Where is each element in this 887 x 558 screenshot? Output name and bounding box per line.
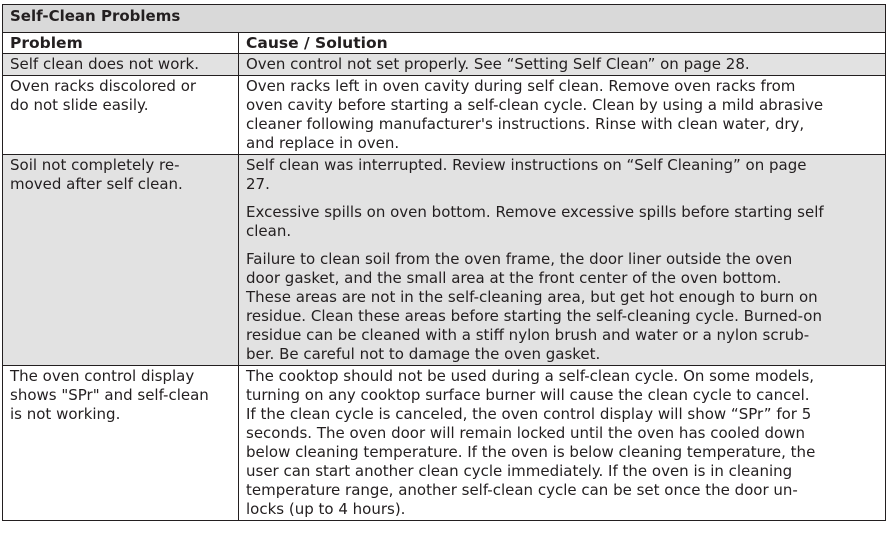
cause-solution-text-line: oven cavity before starting a self-clean cycle. Clean by using a mild abrasive xyxy=(246,96,824,114)
problem-column-header: Problem xyxy=(3,33,239,54)
cause-solution-cell xyxy=(239,366,886,521)
cause-solution-text-line: seconds. The oven door will remain locked until the oven has cooled down xyxy=(246,424,805,442)
cause-solution-text-line: 27. xyxy=(246,175,270,193)
table-row xyxy=(3,76,886,155)
cause-solution-cell xyxy=(239,54,886,76)
problem-text-line: The oven control display xyxy=(10,367,195,385)
cause-solution-text-line: Oven control not set properly. See “Setting Self Clean” on page 28. xyxy=(246,55,750,73)
cause-solution-text-line: The cooktop should not be used during a self-clean cycle. On some models, xyxy=(246,367,815,385)
cause-solution-text-line: These areas are not in the self-cleaning area, but get hot enough to burn on xyxy=(246,288,818,306)
cause-solution-column-header: Cause / Solution xyxy=(239,33,886,54)
problem-text-line: Self clean does not work. xyxy=(10,55,199,73)
table-row xyxy=(3,54,886,76)
problem-text-line: Oven racks discolored or xyxy=(10,77,197,95)
cause-solution-paragraph xyxy=(246,203,880,241)
table-row xyxy=(3,155,886,366)
problem-text-line: shows "SPr" and self-clean xyxy=(10,386,209,404)
cause-solution-text-line: ber. Be careful not to damage the oven gasket. xyxy=(246,345,601,363)
problem-cell xyxy=(3,76,239,155)
problem-cell xyxy=(3,366,239,521)
cause-solution-text-line: turning on any cooktop surface burner will cause the clean cycle to cancel. xyxy=(246,386,810,404)
cause-solution-text-line: door gasket, and the small area at the front center of the oven bottom. xyxy=(246,269,782,287)
cause-solution-paragraph xyxy=(246,77,880,153)
problem-text-line: moved after self clean. xyxy=(10,175,183,193)
cause-solution-text-line: and replace in oven. xyxy=(246,134,400,152)
cause-solution-text-line: residue. Clean these areas before starting the self-cleaning cycle. Burned-on xyxy=(246,307,822,325)
table-header-row xyxy=(3,33,886,54)
problem-text-line: is not working. xyxy=(10,405,121,423)
table-title-row xyxy=(3,5,886,33)
cause-solution-text-line: user can start another clean cycle immediately. If the oven is in cleaning xyxy=(246,462,793,480)
cause-solution-text-line: temperature range, another self-clean cycle can be set once the door un- xyxy=(246,481,798,499)
cause-solution-text-line: below cleaning temperature. If the oven is below cleaning temperature, the xyxy=(246,443,816,461)
cause-solution-paragraph xyxy=(246,367,880,519)
self-clean-problems-table xyxy=(2,4,886,521)
cause-solution-text-line: Failure to clean soil from the oven frame, the door liner outside the oven xyxy=(246,250,793,268)
cause-solution-cell xyxy=(239,76,886,155)
problem-text-line: Soil not completely re- xyxy=(10,156,180,174)
cause-solution-text-line: locks (up to 4 hours). xyxy=(246,500,406,518)
problem-text-line: do not slide easily. xyxy=(10,96,149,114)
cause-solution-text-line: cleaner following manufacturer's instructions. Rinse with clean water, dry, xyxy=(246,115,805,133)
table-body xyxy=(3,54,886,521)
cause-solution-text-line: Self clean was interrupted. Review instructions on “Self Cleaning” on page xyxy=(246,156,807,174)
problem-cell xyxy=(3,54,239,76)
cause-solution-text-line: clean. xyxy=(246,222,292,240)
cause-solution-paragraph xyxy=(246,156,880,194)
cause-solution-paragraph xyxy=(246,250,880,364)
cause-solution-text-line: If the clean cycle is canceled, the oven control display will show “SPr” for 5 xyxy=(246,405,812,423)
table-row xyxy=(3,366,886,521)
problem-cell xyxy=(3,155,239,366)
cause-solution-text-line: Excessive spills on oven bottom. Remove excessive spills before starting self xyxy=(246,203,824,221)
cause-solution-paragraph xyxy=(246,55,880,74)
cause-solution-text-line: Oven racks left in oven cavity during self clean. Remove oven racks from xyxy=(246,77,796,95)
table-title: Self-Clean Problems xyxy=(3,5,886,33)
cause-solution-cell xyxy=(239,155,886,366)
cause-solution-text-line: residue can be cleaned with a stiff nylon brush and water or a nylon scrub- xyxy=(246,326,810,344)
